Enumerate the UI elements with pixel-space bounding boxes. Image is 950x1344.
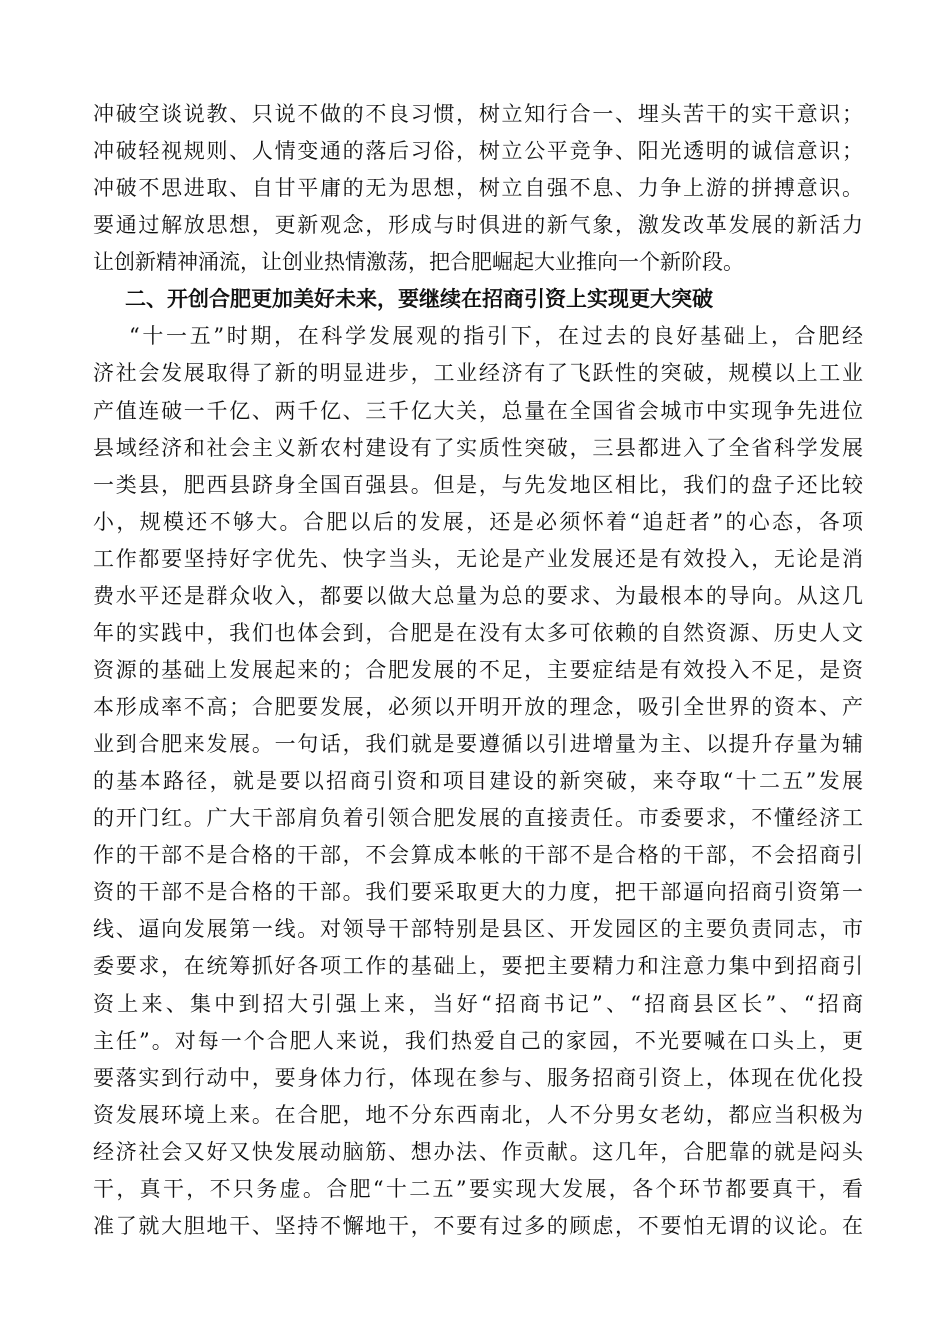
text-line: 主任”。对每一个合肥人来说，我们热爱自己的家园，不光要喊在口头上，更 <box>93 1028 863 1053</box>
text-line: 让创新精神涌流，让创业热情激荡，把合肥崛起大业推向一个新阶段。 <box>93 250 744 275</box>
paragraph <box>93 96 863 281</box>
text-line: 要通过解放思想，更新观念，形成与时俱进的新气象，激发改革发展的新活力 <box>93 213 863 238</box>
text-line: 一类县，肥西县跻身全国百强县。但是，与先发地区相比，我们的盘子还比较 <box>93 472 863 497</box>
text-line: 冲破不思进取、自甘平庸的无为思想，树立自强不息、力争上游的拼搏意识。 <box>93 176 863 201</box>
text-line: 的基本路径，就是要以招商引资和项目建设的新突破，来夺取“十二五”发展 <box>93 769 863 794</box>
text-line: 济社会发展取得了新的明显进步，工业经济有了飞跃性的突破，规模以上工业 <box>93 361 863 386</box>
text-line: 工作都要坚持好字优先、快字当头，无论是产业发展还是有效投入，无论是消 <box>93 546 863 571</box>
text-line: 要落实到行动中，要身体力行，体现在参与、服务招商引资上，体现在优化投 <box>93 1065 863 1090</box>
section-heading <box>93 281 863 318</box>
text-line: 准了就大胆地干、坚持不懈地干，不要有过多的顾虑，不要怕无谓的议论。在 <box>93 1213 863 1238</box>
text-line: 冲破轻视规则、人情变通的落后习俗，树立公平竞争、阳光透明的诚信意识； <box>93 139 863 164</box>
paragraph <box>93 318 863 1245</box>
text-line: 本形成率不高；合肥要发展，必须以开明开放的理念，吸引全世界的资本、产 <box>93 695 863 719</box>
text-line: 冲破空谈说教、只说不做的不良习惯，树立知行合一、埋头苦干的实干意识； <box>93 102 863 126</box>
text-line: 费水平还是群众收入，都要以做大总量为总的要求、为最根本的导向。从这几 <box>93 583 863 608</box>
text-line: 线、逼向发展第一线。对领导干部特别是县区、开发园区的主要负责同志，市 <box>93 917 863 942</box>
text-line: 县域经济和社会主义新农村建设有了实质性突破，三县都进入了全省科学发展 <box>93 435 863 460</box>
text-line: 作的干部不是合格的干部，不会算成本帐的干部不是合格的干部，不会招商引 <box>93 843 863 868</box>
text-line: “十一五”时期，在科学发展观的指引下，在过去的良好基础上，合肥经 <box>129 324 863 349</box>
heading-text: 二、开创合肥更加美好未来，要继续在招商引资上实现更大突破 <box>125 287 713 312</box>
text-line: 业到合肥来发展。一句话，我们就是要遵循以引进增量为主、以提升存量为辅 <box>93 732 863 757</box>
text-line: 年的实践中，我们也体会到，合肥是在没有太多可依赖的自然资源、历史人文 <box>93 620 863 645</box>
text-line: 干，真干，不只务虚。合肥“十二五”要实现大发展，各个环节都要真干，看 <box>93 1176 863 1201</box>
text-line: 资源的基础上发展起来的；合肥发展的不足，主要症结是有效投入不足，是资 <box>93 657 863 682</box>
text-line: 小，规模还不够大。合肥以后的发展，还是必须怀着“追赶者”的心态，各项 <box>93 509 863 534</box>
text-line: 资发展环境上来。在合肥，地不分东西南北，人不分男女老幼，都应当积极为 <box>93 1102 863 1127</box>
text-line: 的开门红。广大干部肩负着引领合肥发展的直接责任。市委要求，不懂经济工 <box>93 806 863 831</box>
text-line: 经济社会又好又快发展动脑筋、想办法、作贡献。这几年，合肥靠的就是闷头 <box>93 1139 863 1164</box>
text-line: 委要求，在统筹抓好各项工作的基础上，要把主要精力和注意力集中到招商引 <box>93 954 863 979</box>
text-line: 资上来、集中到招大引强上来，当好“招商书记”、“招商县区长”、“招商 <box>93 991 863 1016</box>
text-line: 资的干部不是合格的干部。我们要采取更大的力度，把干部逼向招商引资第一 <box>93 880 863 905</box>
text-line: 产值连破一千亿、两千亿、三千亿大关，总量在全国省会城市中实现争先进位 <box>93 398 863 423</box>
document-page <box>93 96 863 1245</box>
